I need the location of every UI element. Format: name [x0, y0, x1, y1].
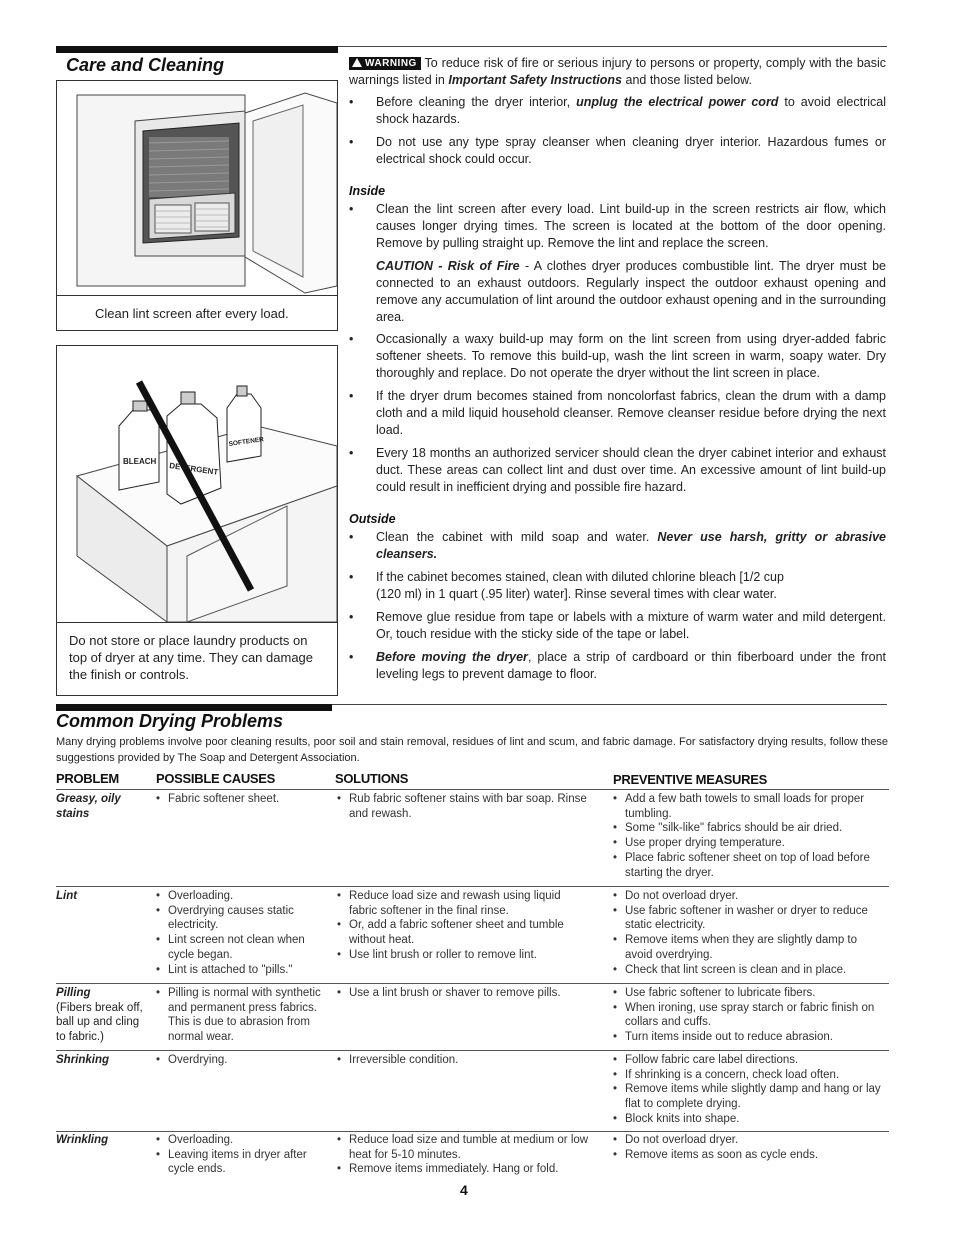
list-item: • Or, add a fabric softener sheet and tumble without heat. [335, 918, 590, 947]
bleach-label: BLEACH [123, 457, 157, 466]
header-solutions: SOLUTIONS [335, 771, 409, 786]
solutions-cell [335, 1133, 590, 1177]
inside-bullet-3: • If the dryer drum becomes stained from noncolorfast fabrics, clean the drum with a damp cloth and a mild liquid household cleanser. Remove cleanser residue before drying the next load. [349, 389, 886, 437]
measures-cell [611, 1053, 886, 1127]
list-item: • Overloading. [154, 889, 330, 904]
list-item: • Remove items as soon as cycle ends. [611, 1148, 886, 1163]
problem-name: Greasy, oily stains [56, 793, 121, 820]
causes-cell [154, 792, 330, 807]
problems-header-bar [56, 704, 332, 711]
problems-intro: Many drying problems involve poor cleaning results, poor soil and stain removal, residues of lint and scum, and fabric damage. For satisfactory drying results, follow these suggestions provided by The Soap and Detergent Association. [56, 736, 888, 764]
list-item: • When ironing, use spray starch or fabric finish on collars and cuffs. [611, 1001, 886, 1030]
list-item: • Some "silk-like" fabrics should be air dried. [611, 821, 886, 836]
list-item: • Lint is attached to "pills." [154, 963, 330, 978]
problem-cell [56, 986, 151, 1044]
solutions-cell [335, 986, 590, 1001]
list-item: • Pilling is normal with synthetic and permanent press fabrics. This is due to abrasion from normal wear. [154, 986, 330, 1045]
list-item: • Use fabric softener in washer or dryer to reduce static electricity. [611, 904, 886, 933]
warning-badge [349, 57, 421, 70]
list-item: • Use proper drying temperature. [611, 836, 886, 851]
warning-text-after: and those listed below. [625, 73, 752, 87]
outside-bullet-4: • Before moving the dryer, place a strip of cardboard or thin fiberboard under the front leveling legs to prevent damage to floor. [349, 650, 887, 681]
list-item: • Lint screen not clean when cycle began. [154, 933, 330, 962]
inside-bullet-4: • Every 18 months an authorized servicer should clean the dryer cabinet interior and exhaust duct. These areas can collect lint and dust over time. An excessive amount of lint build-up could result in inefficient drying and possible fire hazard. [349, 446, 886, 494]
header-possible-causes: POSSIBLE CAUSES [156, 771, 276, 786]
inside-bullet-1: • Clean the lint screen after every load. Lint build-up in the screen restricts air flow, which causes longer drying times. The screen is located at the bottom of the door opening. Remove by pulling straight up. Remove the lint and replace the screen. [349, 202, 886, 250]
caution-paragraph: CAUTION - Risk of Fire - A clothes dryer produces combustible lint. The dryer must be connected to an exhaust outdoors. Regularly inspect the outdoor exhaust opening and remove any accumulation of lint around the outdoor exhaust opening and in the surrounding area. [376, 259, 887, 324]
problem-cell [56, 792, 151, 821]
list-item: • Add a few bath towels to small loads for proper tumbling. [611, 792, 886, 821]
problems-header-rule [332, 704, 887, 705]
problem-cell [56, 889, 151, 904]
header-preventive-measures: PREVENTIVE MEASURES [613, 772, 767, 787]
list-item: • Use a lint brush or shaver to remove pills. [335, 986, 590, 1001]
figure1-divider [57, 295, 337, 296]
care-header-rule [338, 46, 887, 47]
warning-triangle-icon [352, 58, 362, 67]
care-header-bar [56, 46, 338, 53]
solutions-cell [335, 1053, 590, 1068]
list-item: • Reduce load size and rewash using liquid fabric softener in the final rinse. [335, 889, 590, 918]
causes-cell [154, 986, 330, 1045]
figure2-caption: Do not store or place laundry products on top of dryer at any time. They can damage the finish or controls. [69, 633, 314, 682]
detergent-label: DETERGENT [168, 461, 219, 477]
warning-emph: Important Safety Instructions [448, 73, 623, 87]
problem-name: Lint [56, 890, 78, 902]
inside-bullet-2: • Occasionally a waxy build-up may form on the lint screen from using dryer-added fabric softener sheets. To remove this build-up, wash the lint screen in warm, soapy water. Dry thoroughly and replace. Do not operate the dryer without the lint screen in place. [349, 332, 886, 380]
measures-cell [611, 986, 886, 1045]
list-item: • Irreversible condition. [335, 1053, 590, 1068]
list-item: • Rub fabric softener stains with bar soap. Rinse and rewash. [335, 792, 590, 821]
warning-paragraph [349, 55, 886, 89]
inside-heading: Inside [349, 184, 386, 198]
list-item: • Block knits into shape. [611, 1112, 886, 1127]
solutions-cell [335, 792, 590, 821]
outside-bullet-1: • Clean the cabinet with mild soap and water. Never use harsh, gritty or abrasive cleansers. [349, 530, 886, 561]
problem-cell [56, 1053, 151, 1068]
row-divider [56, 1131, 889, 1132]
general-bullet-1: • Before cleaning the dryer interior, unplug the electrical power cord to avoid electrical shock hazards. [349, 95, 886, 126]
list-item: • Turn items inside out to reduce abrasion. [611, 1030, 886, 1045]
general-bullet-2: • Do not use any type spray cleanser when cleaning dryer interior. Hazardous fumes or electrical shock could occur. [349, 135, 886, 166]
problem-name: Shrinking [56, 1054, 110, 1066]
row-divider [56, 789, 889, 790]
figure1-caption: Clean lint screen after every load. [95, 306, 289, 321]
measures-cell [611, 1133, 886, 1162]
list-item: • Use fabric softener to lubricate fibers. [611, 986, 886, 1001]
problem-cell [56, 1133, 151, 1148]
warning-text: To reduce risk of fire or serious injury to persons or property, comply with the basic warnings listed in [349, 56, 886, 87]
list-item: • Do not overload dryer. [611, 889, 886, 904]
no-products-figure [56, 345, 338, 696]
list-item: • Do not overload dryer. [611, 1133, 886, 1148]
header-problem: PROBLEM [56, 771, 119, 786]
list-item: • Follow fabric care label directions. [611, 1053, 886, 1068]
list-item: • Overdrying. [154, 1053, 330, 1068]
care-title: Care and Cleaning [66, 55, 225, 75]
row-divider [56, 886, 889, 887]
measures-cell [611, 792, 886, 880]
outside-heading: Outside [349, 512, 396, 526]
row-divider [56, 983, 889, 984]
lint-screen-figure [56, 80, 338, 331]
list-item: • Use lint brush or roller to remove lint. [335, 948, 590, 963]
problem-name: Pilling [56, 987, 91, 999]
list-item: • Reduce load size and tumble at medium or low heat for 5-10 minutes. [335, 1133, 590, 1162]
products-on-dryer-illustration [57, 346, 337, 622]
list-item: • Overloading. [154, 1133, 330, 1148]
warning-badge-label: WARNING [365, 58, 417, 69]
page-number: 4 [460, 1182, 468, 1198]
measures-cell [611, 889, 886, 977]
list-item: • Remove items when they are slightly damp to avoid overdrying. [611, 933, 886, 962]
list-item: • Remove items while slightly damp and hang or lay flat to complete drying. [611, 1082, 886, 1111]
softener-label: SOFTENER [228, 436, 265, 448]
list-item: • Overdrying causes static electricity. [154, 904, 330, 933]
list-item: • If shrinking is a concern, check load often. [611, 1068, 886, 1083]
row-divider [56, 1050, 889, 1051]
causes-cell [154, 1133, 330, 1177]
causes-cell [154, 889, 330, 977]
list-item: • Place fabric softener sheet on top of load before starting the dryer. [611, 851, 886, 880]
causes-cell [154, 1053, 330, 1068]
list-item: • Check that lint screen is clean and in place. [611, 963, 886, 978]
outside-bullet-3: • Remove glue residue from tape or labels with a mixture of warm water and mild detergent. Or, touch residue with the sticky side of the tape or label. [349, 610, 886, 641]
list-item: • Leaving items in dryer after cycle ends. [154, 1148, 330, 1177]
list-item: • Remove items immediately. Hang or fold. [335, 1162, 590, 1177]
problems-title: Common Drying Problems [56, 711, 284, 731]
list-item: • Fabric softener sheet. [154, 792, 330, 807]
softener-bottle-icon [227, 386, 265, 462]
dryer-door-illustration [57, 81, 337, 295]
figure2-divider [57, 622, 337, 623]
solutions-cell [335, 889, 590, 963]
problem-name: Wrinkling [56, 1134, 109, 1146]
problem-note: (Fibers break off, ball up and cling to fabric.) [56, 1001, 143, 1043]
outside-bullet-2: • If the cabinet becomes stained, clean with diluted chlorine bleach [1/2 cup (120 ml) in 1 quart (.95 liter) water]. Rinse several times with clear water. [349, 570, 784, 601]
